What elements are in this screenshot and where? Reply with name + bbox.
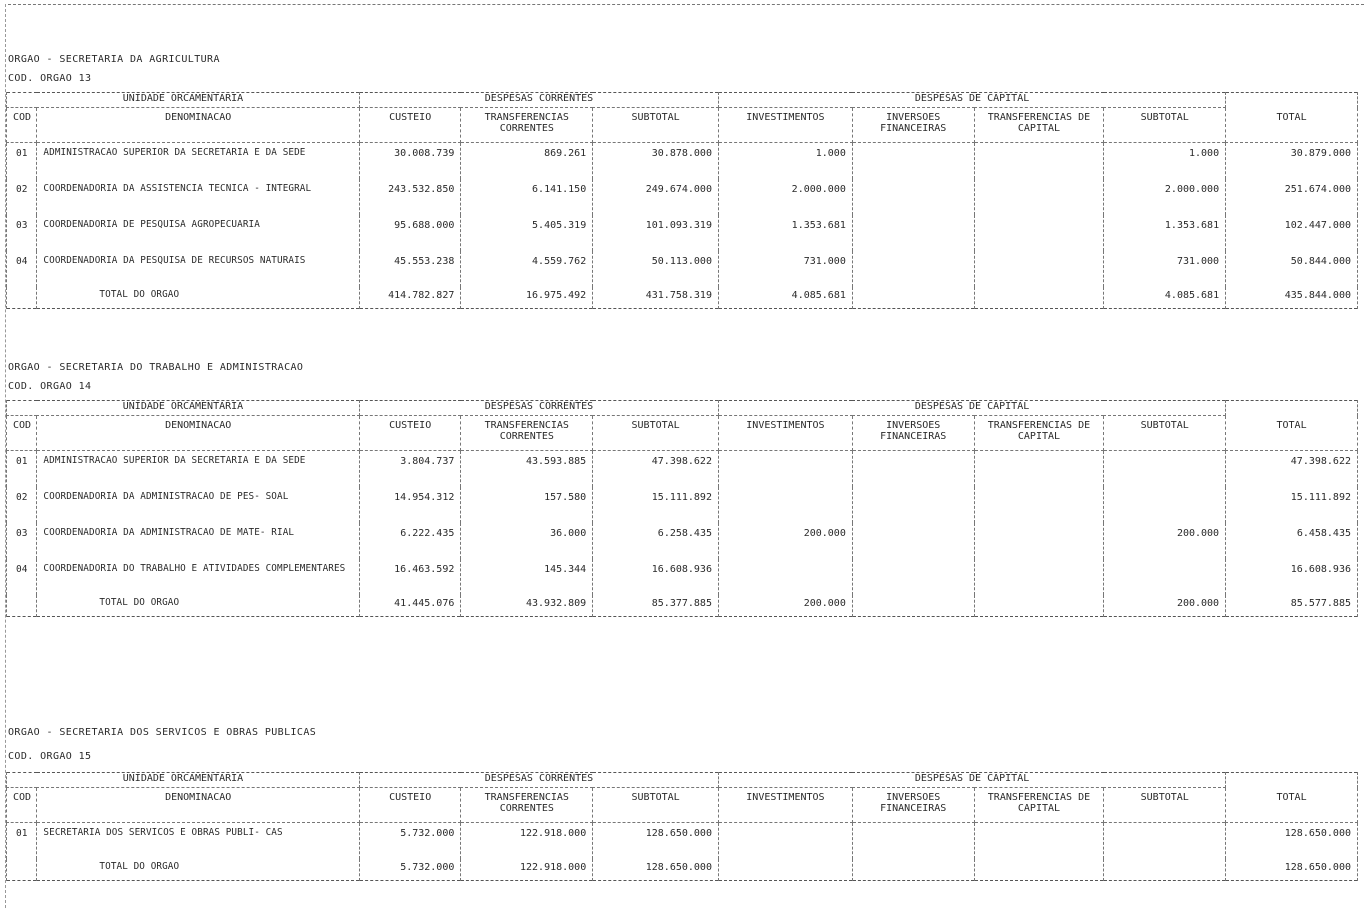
transf-capital-cell [974, 215, 1104, 251]
transf-capital-cell [974, 487, 1104, 523]
transf-correntes-cell: 6.141.150 [461, 179, 593, 215]
transf-correntes-cell: 145.344 [461, 559, 593, 595]
subtotal-capital-cell [1104, 859, 1226, 881]
subtotal-cell: 85.377.885 [593, 595, 719, 617]
inversoes-cell [852, 179, 974, 215]
orgao-title: ORGAO - SECRETARIA DO TRABALHO E ADMINISTRACAO [8, 362, 304, 373]
custeio-cell: 5.732.000 [359, 823, 460, 860]
denominacao-header: DENOMINACAO [37, 416, 360, 451]
despesas-correntes-header: DESPESAS CORRENTES [359, 773, 718, 788]
custeio-cell: 5.732.000 [359, 859, 460, 881]
transf-correntes-cell: 122.918.000 [461, 859, 593, 881]
total-header: TOTAL [1226, 93, 1358, 143]
total-label-cell: TOTAL DO ORGAO [37, 595, 360, 617]
investimentos-cell: 2.000.000 [718, 179, 852, 215]
inversoes-cell [852, 143, 974, 180]
orgao-title: ORGAO - SECRETARIA DA AGRICULTURA [8, 54, 220, 65]
subtotal-capital-cell: 1.000 [1104, 143, 1226, 180]
unidade-header: UNIDADE ORCAMENTARIA [7, 93, 360, 108]
cod-cell: 04 [7, 559, 37, 595]
transf-capital-cell [974, 859, 1104, 881]
table-row [7, 215, 1358, 251]
custeio-cell: 30.008.739 [359, 143, 460, 180]
subtotal-capital-cell: 200.000 [1104, 595, 1226, 617]
cod-cell: 04 [7, 251, 37, 287]
transf-capital-cell [974, 823, 1104, 860]
subtotal-capital-cell [1104, 823, 1226, 860]
transf-correntes-cell: 5.405.319 [461, 215, 593, 251]
denominacao-header: DENOMINACAO [37, 108, 360, 143]
investimentos-cell: 1.353.681 [718, 215, 852, 251]
custeio-cell: 6.222.435 [359, 523, 460, 559]
despesas-capital-header: DESPESAS DE CAPITAL [718, 401, 1225, 416]
custeio-header: CUSTEIO [359, 108, 460, 143]
subtotal-cell: 431.758.319 [593, 287, 719, 309]
table-row [7, 143, 1358, 180]
denominacao-cell: ADMINISTRACAO SUPERIOR DA SECRETARIA E DA SEDE [37, 451, 360, 488]
custeio-cell: 14.954.312 [359, 487, 460, 523]
transf-correntes-cell: 43.932.809 [461, 595, 593, 617]
custeio-cell: 16.463.592 [359, 559, 460, 595]
transf-correntes-cell: 157.580 [461, 487, 593, 523]
cod-cell: 02 [7, 487, 37, 523]
total-cell: 128.650.000 [1226, 859, 1358, 881]
subtotal-cell: 128.650.000 [593, 859, 719, 881]
inversoes-cell [852, 487, 974, 523]
cod-cell [7, 859, 37, 881]
investimentos-cell [718, 487, 852, 523]
top-rule [8, 4, 1364, 5]
cod-header: COD [7, 416, 37, 451]
transf-correntes-cell: 36.000 [461, 523, 593, 559]
denominacao-cell: COORDENADORIA DA ADMINISTRACAO DE MATE- RIAL [37, 523, 360, 559]
total-cell: 30.879.000 [1226, 143, 1358, 180]
custeio-cell: 414.782.827 [359, 287, 460, 309]
total-cell: 435.844.000 [1226, 287, 1358, 309]
total-cell: 251.674.000 [1226, 179, 1358, 215]
investimentos-cell: 4.085.681 [718, 287, 852, 309]
inversoes-cell [852, 823, 974, 860]
budget-table [6, 400, 1358, 617]
investimentos-cell: 200.000 [718, 523, 852, 559]
cod-header: COD [7, 788, 37, 823]
subtotal-cell: 16.608.936 [593, 559, 719, 595]
investimentos-cell [718, 823, 852, 860]
cod-cell: 01 [7, 823, 37, 860]
subtotal-header: SUBTOTAL [593, 108, 719, 143]
table-row [7, 451, 1358, 488]
table-row [7, 523, 1358, 559]
inversoes-cell [852, 595, 974, 617]
subtotal-capital-cell [1104, 487, 1226, 523]
investimentos-cell: 1.000 [718, 143, 852, 180]
transf-correntes-cell: 4.559.762 [461, 251, 593, 287]
cod-header: COD [7, 108, 37, 143]
orgao-code: COD. ORGAO 15 [8, 751, 92, 762]
inversoes-header: INVERSOES FINANCEIRAS [852, 108, 974, 143]
orgao-title: ORGAO - SECRETARIA DOS SERVICOS E OBRAS PUBLICAS [8, 727, 317, 738]
inversoes-cell [852, 859, 974, 881]
table-row [7, 823, 1358, 860]
subtotal-header: SUBTOTAL [593, 416, 719, 451]
investimentos-header: INVESTIMENTOS [718, 108, 852, 143]
denominacao-header: DENOMINACAO [37, 788, 360, 823]
denominacao-cell: SECRETARIA DOS SERVICOS E OBRAS PUBLI- CAS [37, 823, 360, 860]
despesas-correntes-header: DESPESAS CORRENTES [359, 93, 718, 108]
total-label-cell: TOTAL DO ORGAO [37, 287, 360, 309]
budget-table [6, 772, 1358, 881]
investimentos-cell [718, 559, 852, 595]
custeio-cell: 243.532.850 [359, 179, 460, 215]
subtotal-cell: 249.674.000 [593, 179, 719, 215]
subtotal-capital-header: SUBTOTAL [1104, 108, 1226, 143]
despesas-correntes-header: DESPESAS CORRENTES [359, 401, 718, 416]
transf-capital-cell [974, 287, 1104, 309]
subtotal-cell: 101.093.319 [593, 215, 719, 251]
investimentos-cell [718, 451, 852, 488]
total-row [7, 859, 1358, 881]
subtotal-capital-cell [1104, 451, 1226, 488]
total-cell: 85.577.885 [1226, 595, 1358, 617]
transf-capital-cell [974, 143, 1104, 180]
transf-capital-cell [974, 179, 1104, 215]
table-row [7, 559, 1358, 595]
cod-cell: 03 [7, 215, 37, 251]
subtotal-capital-header: SUBTOTAL [1104, 788, 1226, 823]
cod-cell: 01 [7, 143, 37, 180]
unidade-header: UNIDADE ORCAMENTARIA [7, 401, 360, 416]
subtotal-header: SUBTOTAL [593, 788, 719, 823]
custeio-header: CUSTEIO [359, 416, 460, 451]
transf-correntes-header: TRANSFERENCIAS CORRENTES [461, 416, 593, 451]
transf-correntes-header: TRANSFERENCIAS CORRENTES [461, 788, 593, 823]
denominacao-cell: ADMINISTRACAO SUPERIOR DA SECRETARIA E DA SEDE [37, 143, 360, 180]
denominacao-cell: COORDENADORIA DE PESQUISA AGROPECUARIA [37, 215, 360, 251]
transf-capital-cell [974, 559, 1104, 595]
custeio-cell: 95.688.000 [359, 215, 460, 251]
total-label-cell: TOTAL DO ORGAO [37, 859, 360, 881]
denominacao-cell: COORDENADORIA DA ASSISTENCIA TECNICA - INTEGRAL [37, 179, 360, 215]
custeio-header: CUSTEIO [359, 788, 460, 823]
subtotal-capital-header: SUBTOTAL [1104, 416, 1226, 451]
inversoes-cell [852, 559, 974, 595]
transf-capital-cell [974, 595, 1104, 617]
inversoes-cell [852, 287, 974, 309]
table-row [7, 179, 1358, 215]
despesas-capital-header: DESPESAS DE CAPITAL [718, 773, 1225, 788]
unidade-header: UNIDADE ORCAMENTARIA [7, 773, 360, 788]
subtotal-capital-cell: 4.085.681 [1104, 287, 1226, 309]
cod-cell: 02 [7, 179, 37, 215]
denominacao-cell: COORDENADORIA DA PESQUISA DE RECURSOS NATURAIS [37, 251, 360, 287]
total-cell: 16.608.936 [1226, 559, 1358, 595]
total-cell: 102.447.000 [1226, 215, 1358, 251]
subtotal-cell: 6.258.435 [593, 523, 719, 559]
subtotal-capital-cell [1104, 559, 1226, 595]
table-row [7, 251, 1358, 287]
total-row [7, 595, 1358, 617]
inversoes-cell [852, 215, 974, 251]
total-cell: 128.650.000 [1226, 823, 1358, 860]
denominacao-cell: COORDENADORIA DO TRABALHO E ATIVIDADES COMPLEMENTARES [37, 559, 360, 595]
transf-correntes-cell: 43.593.885 [461, 451, 593, 488]
transf-capital-header: TRANSFERENCIAS DE CAPITAL [974, 416, 1104, 451]
investimentos-cell: 200.000 [718, 595, 852, 617]
subtotal-cell: 47.398.622 [593, 451, 719, 488]
transf-capital-header: TRANSFERENCIAS DE CAPITAL [974, 108, 1104, 143]
total-header: TOTAL [1226, 773, 1358, 823]
cod-cell: 01 [7, 451, 37, 488]
transf-correntes-cell: 122.918.000 [461, 823, 593, 860]
subtotal-cell: 128.650.000 [593, 823, 719, 860]
subtotal-cell: 15.111.892 [593, 487, 719, 523]
orgao-code: COD. ORGAO 14 [8, 381, 92, 392]
cod-cell [7, 287, 37, 309]
total-cell: 6.458.435 [1226, 523, 1358, 559]
cod-cell: 03 [7, 523, 37, 559]
transf-correntes-header: TRANSFERENCIAS CORRENTES [461, 108, 593, 143]
inversoes-cell [852, 523, 974, 559]
transf-correntes-cell: 16.975.492 [461, 287, 593, 309]
custeio-cell: 41.445.076 [359, 595, 460, 617]
inversoes-header: INVERSOES FINANCEIRAS [852, 416, 974, 451]
despesas-capital-header: DESPESAS DE CAPITAL [718, 93, 1225, 108]
total-row [7, 287, 1358, 309]
transf-capital-cell [974, 251, 1104, 287]
inversoes-header: INVERSOES FINANCEIRAS [852, 788, 974, 823]
subtotal-capital-cell: 731.000 [1104, 251, 1226, 287]
transf-correntes-cell: 869.261 [461, 143, 593, 180]
investimentos-cell: 731.000 [718, 251, 852, 287]
subtotal-capital-cell: 1.353.681 [1104, 215, 1226, 251]
cod-cell [7, 595, 37, 617]
transf-capital-header: TRANSFERENCIAS DE CAPITAL [974, 788, 1104, 823]
custeio-cell: 45.553.238 [359, 251, 460, 287]
total-cell: 47.398.622 [1226, 451, 1358, 488]
budget-table [6, 92, 1358, 309]
subtotal-capital-cell: 200.000 [1104, 523, 1226, 559]
orgao-code: COD. ORGAO 13 [8, 73, 92, 84]
total-header: TOTAL [1226, 401, 1358, 451]
total-cell: 50.844.000 [1226, 251, 1358, 287]
custeio-cell: 3.804.737 [359, 451, 460, 488]
inversoes-cell [852, 451, 974, 488]
investimentos-header: INVESTIMENTOS [718, 788, 852, 823]
denominacao-cell: COORDENADORIA DA ADMINISTRACAO DE PES- SOAL [37, 487, 360, 523]
investimentos-cell [718, 859, 852, 881]
subtotal-cell: 50.113.000 [593, 251, 719, 287]
table-row [7, 487, 1358, 523]
investimentos-header: INVESTIMENTOS [718, 416, 852, 451]
total-cell: 15.111.892 [1226, 487, 1358, 523]
transf-capital-cell [974, 523, 1104, 559]
subtotal-cell: 30.878.000 [593, 143, 719, 180]
inversoes-cell [852, 251, 974, 287]
subtotal-capital-cell: 2.000.000 [1104, 179, 1226, 215]
transf-capital-cell [974, 451, 1104, 488]
